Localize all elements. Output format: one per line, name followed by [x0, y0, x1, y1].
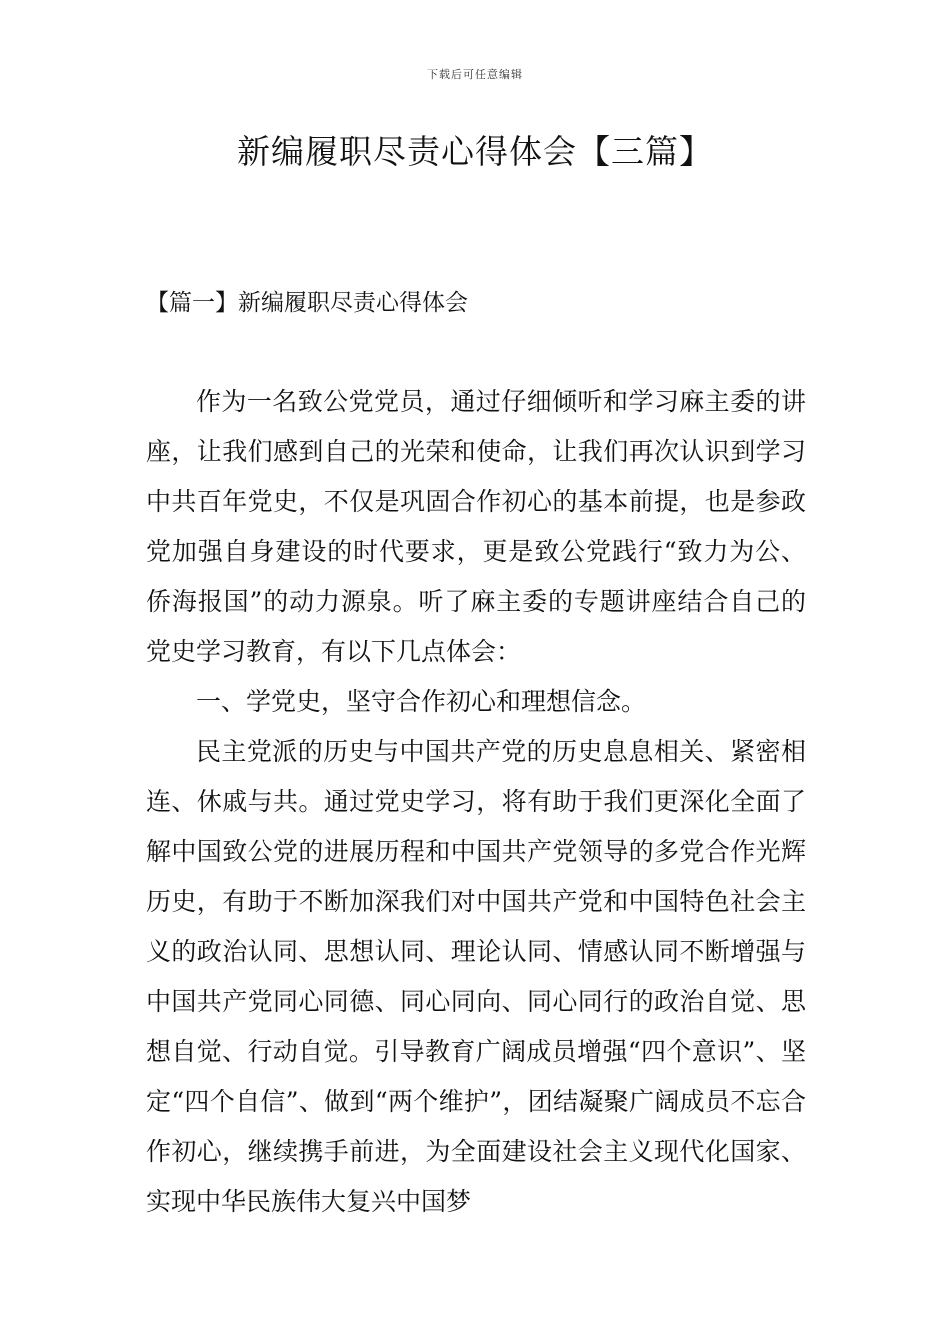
document-title: 新编履职尽责心得体会【三篇】	[237, 132, 713, 171]
section-heading: 【篇一】新编履职尽责心得体会	[146, 290, 468, 316]
body-text	[146, 377, 806, 1227]
header-note: 下载后可任意编辑	[427, 68, 523, 81]
paragraph-point-one-body: 民主党派的历史与中国共产党的历史息息相关、紧密相连、休戚与共。通过党史学习，将有助于我们更深化全面了解中国致公党的进展历程和中国共产党领导的多党合作光辉历史，有助于不断加深我们对中国共产党和中国特色社会主义的政治认同、思想认同、理论认同、情感认同不断增强与中国共产党同心同德、同心同向、同心同行的政治自觉、思想自觉、行动自觉。引导教育广阔成员增强“四个意识”、坚定“四个自信”、做到“两个维护”，团结凝聚广阔成员不忘合作初心，继续携手前进，为全面建设社会主义现代化国家、实现中华民族伟大复兴中国梦	[146, 737, 806, 1216]
paragraph-point-one-heading: 一、学党史，坚守合作初心和理想信念。	[196, 687, 647, 716]
paragraph-intro: 作为一名致公党党员，通过仔细倾听和学习麻主委的讲座，让我们感到自己的光荣和使命，让我们再次认识到学习中共百年党史，不仅是巩固合作初心的基本前提，也是参政党加强自身建设的时代要求，更是致公党践行“致力为公、侨海报国”的动力源泉。听了麻主委的专题讲座结合自己的党史学习教育，有以下几点体会：	[146, 387, 806, 666]
